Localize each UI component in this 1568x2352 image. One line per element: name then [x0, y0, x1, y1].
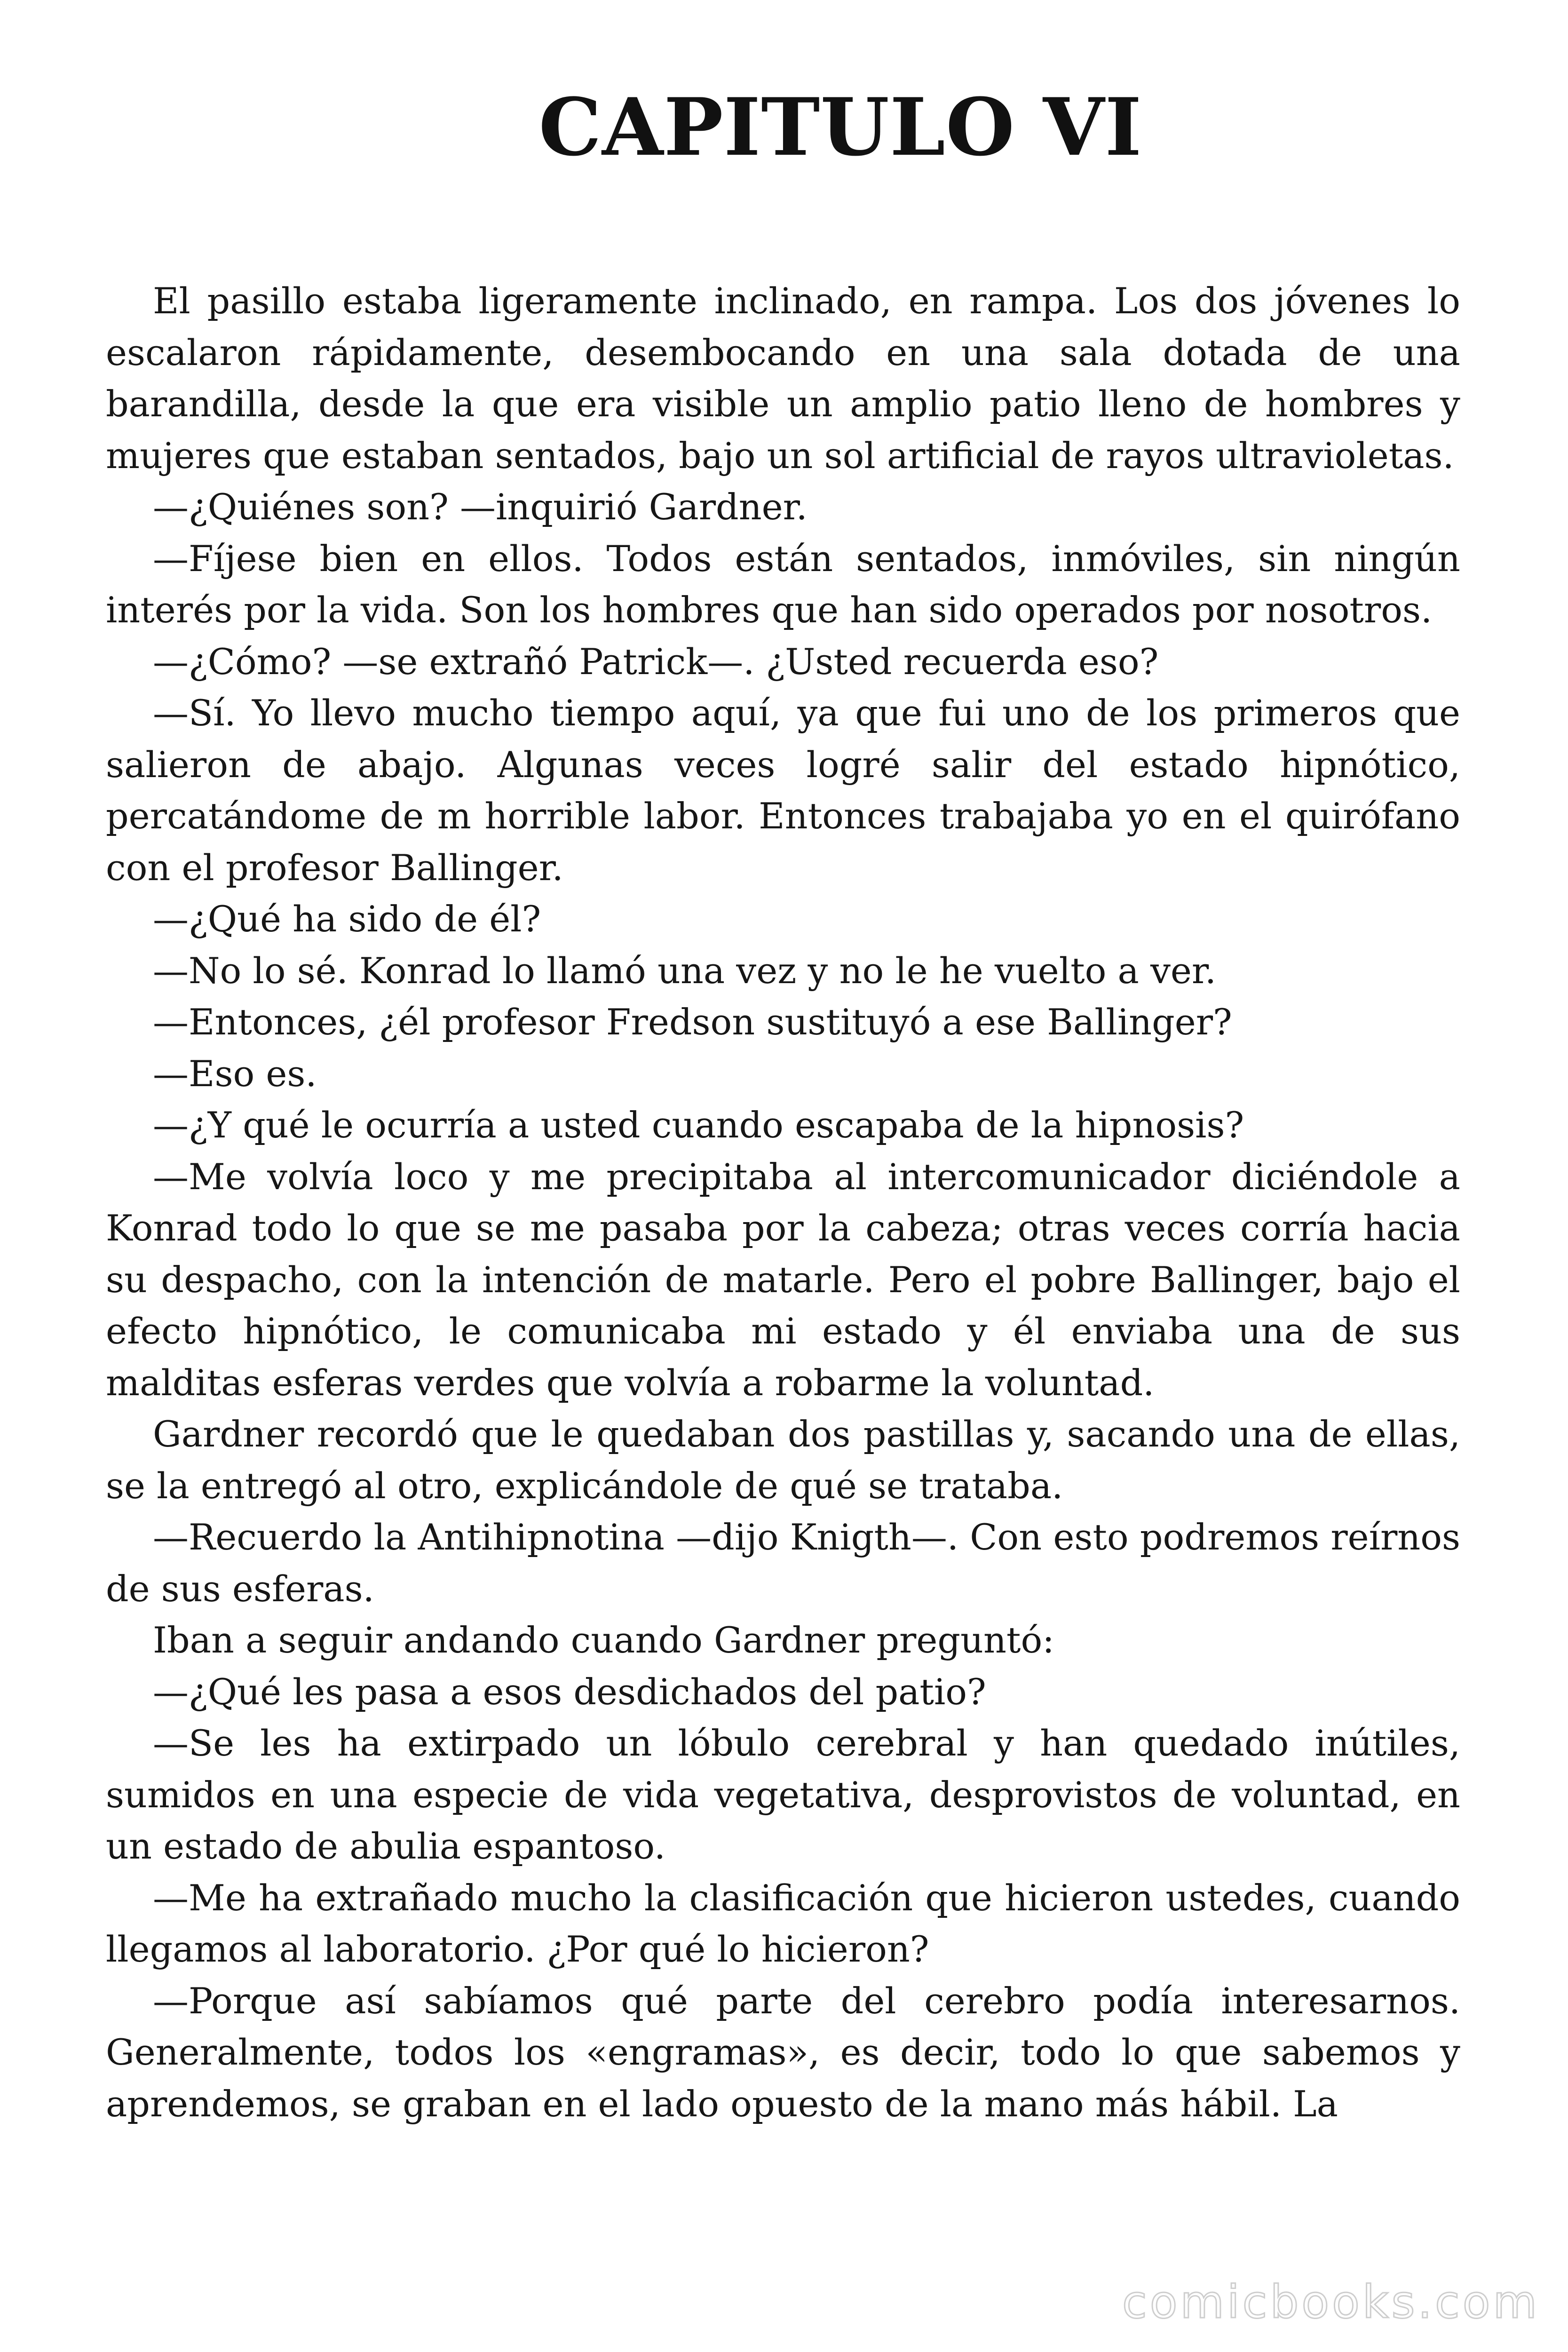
- paragraph: —No lo sé. Konrad lo llamó una vez y no le he vuelto a ver.: [153, 949, 1217, 992]
- paragraph: El pasillo estaba ligeramente inclinado, en rampa. Los dos jóvenes lo escalaron rápidamente, desembocando en una sala dotada de una barandilla, desde la que era visible un amplio patio lleno de hombres y mujeres que estaban sentados, bajo un sol artificial de rayos ultravioletas.: [106, 280, 1460, 477]
- paragraph: —Porque así sabíamos qué parte del cerebro podía interesarnos. Generalmente, todos los «engramas», es decir, todo lo que sabemos y aprendemos, se graban en el lado opuesto de la mano más hábil. La: [106, 1979, 1460, 2125]
- paragraph: —Me volvía loco y me precipitaba al intercomunicador diciéndole a Konrad todo lo que se me pasaba por la cabeza; otras veces corría hacia su despacho, con la intención de matarle. Pero el pobre Ballinger, bajo el efecto hipnótico, le comunicaba mi estado y él enviaba una de sus malditas esferas verdes que volvía a robarme la voluntad.: [106, 1155, 1460, 1404]
- paragraph: —Sí. Yo llevo mucho tiempo aquí, ya que fui uno de los primeros que salieron de abajo. Algunas veces logré salir del estado hipnótico, percatándome de m horrible labor. Entonces trabajaba yo en el quirófano con el profesor Ballinger.: [106, 692, 1460, 889]
- paragraph: —Me ha extrañado mucho la clasificación que hicieron ustedes, cuando llegamos al laboratorio. ¿Por qué lo hicieron?: [106, 1876, 1460, 1970]
- paragraph: —Recuerdo la Antihipnotina —dijo Knigth—. Con esto podremos reírnos de sus esferas.: [106, 1516, 1460, 1610]
- paragraph: Gardner recordó que le quedaban dos pastillas y, sacando una de ellas, se la entregó al otro, explicándole de qué se trataba.: [106, 1413, 1460, 1507]
- watermark: comicbooks.com: [1122, 2276, 1540, 2328]
- paragraph: Iban a seguir andando cuando Gardner preguntó:: [153, 1619, 1054, 1661]
- paragraph: —¿Quiénes son? —inquirió Gardner.: [153, 486, 808, 528]
- chapter-body: [106, 275, 1460, 2130]
- paragraph: —¿Cómo? —se extrañó Patrick—. ¿Usted recuerda eso?: [153, 640, 1159, 683]
- paragraph: —¿Qué les pasa a esos desdichados del patio?: [153, 1670, 986, 1713]
- paragraph: —Fíjese bien en ellos. Todos están sentados, inmóviles, sin ningún interés por la vida. Son los hombres que han sido operados por nosotros.: [106, 537, 1460, 631]
- paragraph: —Eso es.: [153, 1052, 317, 1095]
- paragraph: —Se les ha extirpado un lóbulo cerebral y han quedado inútiles, sumidos en una especie de vida vegetativa, desprovistos de voluntad, en un estado de abulia espantoso.: [106, 1722, 1460, 1867]
- chapter-title: CAPITULO VI: [539, 80, 1142, 174]
- paragraph: —¿Y qué le ocurría a usted cuando escapaba de la hipnosis?: [153, 1104, 1244, 1146]
- paragraph: —Entonces, ¿él profesor Fredson sustituyó a ese Ballinger?: [153, 1001, 1232, 1043]
- paragraph: —¿Qué ha sido de él?: [153, 898, 541, 940]
